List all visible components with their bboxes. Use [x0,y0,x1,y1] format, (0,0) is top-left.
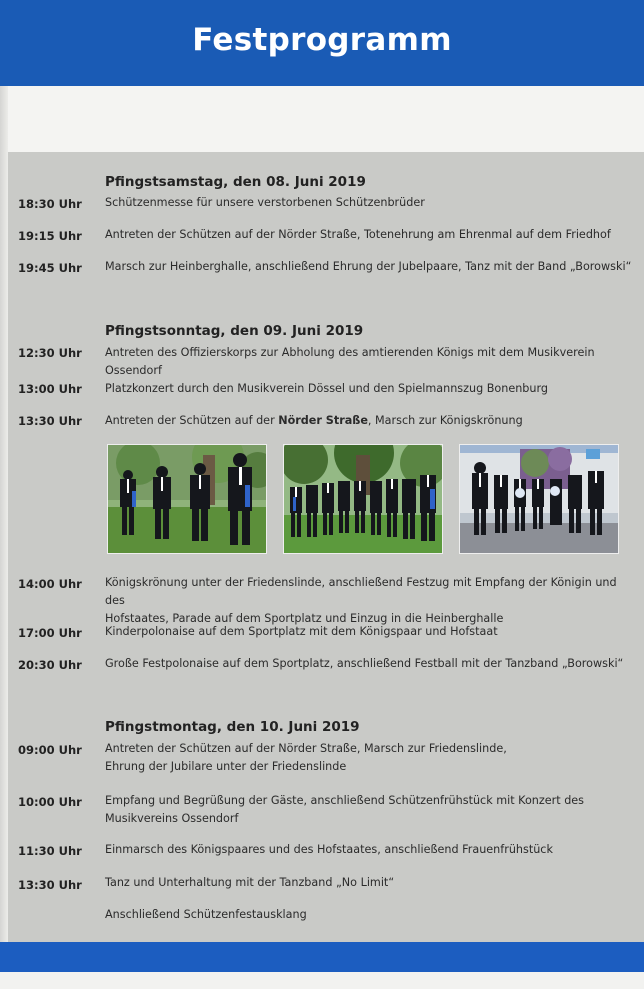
event-text-part: , Marsch zur Königskrönung [367,414,523,427]
event-text: Antreten der Schützen auf der Nörder Straße, Totenehrung am Ehrenmal auf dem Friedhof [105,228,611,241]
event-time: 18:30 Uhr [18,197,82,211]
photo-group-park [107,444,267,554]
event-time: 20:30 Uhr [18,658,82,672]
event-text [105,792,635,828]
event-line: Empfang und Begrüßung der Gäste, anschließend Schützenfrühstück mit Konzert des [105,794,585,807]
event-time: 10:00 Uhr [18,795,82,809]
event-line: Königskrönung unter der Friedenslinde, anschließend Festzug mit Empfang der Königin und des [105,576,617,607]
event-line: Antreten der Schützen auf der Nörder Straße, Marsch zur Friedenslinde, [105,742,507,755]
event-text: Einmarsch des Königspaares und des Hofstaates, anschließend Frauenfrühstück [105,843,553,856]
closing-text: Anschließend Schützenfestausklang [105,908,307,921]
day-title-sunday: Pfingstsonntag, den 09. Juni 2019 [105,323,364,339]
event-time: 19:15 Uhr [18,229,82,243]
event-text: Schützenmesse für unsere verstorbenen Schützenbrüder [105,196,425,209]
event-time: 12:30 Uhr [18,346,82,360]
event-time: 19:45 Uhr [18,261,82,275]
photo-group-tree [283,444,443,554]
event-text: Kinderpolonaise auf dem Sportplatz mit dem Königspaar und Hofstaat [105,625,498,638]
event-text: Große Festpolonaise auf dem Sportplatz, anschließend Festball mit der Tanzband „Borowski“ [105,657,624,670]
event-text: Platzkonzert durch den Musikverein Dössel und den Spielmannszug Bonenburg [105,382,549,395]
event-time: 13:00 Uhr [18,382,82,396]
photo-group-hall [459,444,619,554]
event-text [105,412,635,430]
day-title-saturday: Pfingstsamstag, den 08. Juni 2019 [105,174,366,190]
event-text-part: Antreten der Schützen auf der [105,414,279,427]
event-text [105,574,635,628]
event-line: Musikvereins Ossendorf [105,812,239,825]
event-time: 09:00 Uhr [18,743,82,757]
event-time: 13:30 Uhr [18,878,82,892]
event-time: 11:30 Uhr [18,844,82,858]
footer-band [0,942,644,972]
page-fold [0,86,8,989]
event-time: 14:00 Uhr [18,577,82,591]
event-text: Tanz und Unterhaltung mit der Tanzband „No Limit“ [105,876,395,889]
page-title: Festprogramm [192,22,452,58]
event-time: 17:00 Uhr [18,626,82,640]
footer-white [0,972,644,989]
white-strip [0,86,644,152]
day-title-monday: Pfingstmontag, den 10. Juni 2019 [105,719,360,735]
event-text [105,740,635,776]
street-name-bold: Nörder Straße [278,414,368,427]
event-line: Hofstaates, Parade auf dem Sportplatz und Einzug in die Heinberghalle [105,612,504,625]
event-text: Marsch zur Heinberghalle, anschließend Ehrung der Jubelpaare, Tanz mit der Band „Borowski“ [105,260,632,273]
event-text: Antreten des Offizierskorps zur Abholung des amtierenden Königs mit dem Musikverein Ossendorf [105,346,595,377]
event-time: 13:30 Uhr [18,414,82,428]
event-line: Ehrung der Jubilare unter der Friedenslinde [105,760,347,773]
